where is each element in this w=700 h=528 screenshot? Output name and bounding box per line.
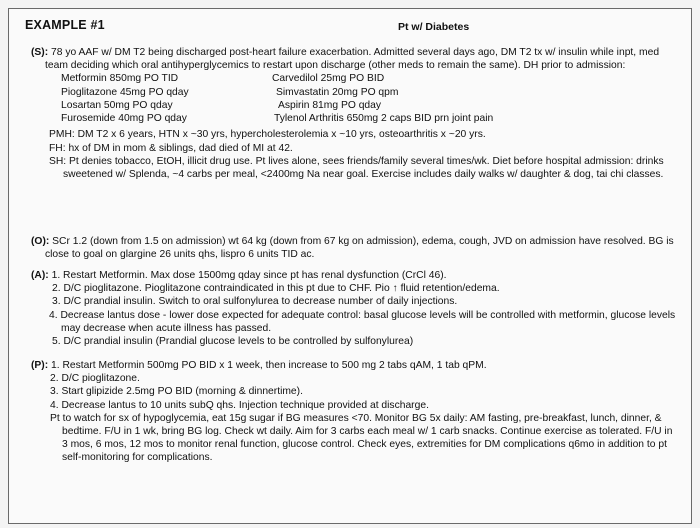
assessment-item: 2. D/C pioglitazone. Pioglitazone contraindicated in this pt due to CHF. Pio ↑ fluid retention/edema. [52,283,500,295]
document-subtitle: Pt w/ Diabetes [398,21,470,33]
subjective-paragraph [31,46,681,72]
assessment-item: 1. Restart Metformin. Max dose 1500mg qday since pt has renal dysfunction (CrCl 46). [51,270,447,281]
subjective-text: 78 yo AAF w/ DM T2 being discharged post-heart failure exacerbation. Admitted several days ago, DM T2 tx w/ insulin while inpt, med team deciding which oral antihyperglycemics to restart upon discharge (other meds to remain the same). DH prior to admission: [45,47,660,72]
history-block [31,128,681,181]
medication-item: Furosemide 40mg PO qday [61,113,187,125]
family-history: FH: hx of DM in mom & siblings, dad died of MI at 42. [49,142,293,154]
document-header [9,19,691,35]
subjective-section [31,46,681,181]
medication-item: Pioglitazone 45mg PO qday [61,86,189,98]
assessment-item: 3. D/C prandial insulin. Switch to oral sulfonylurea to decrease number of daily injections. [52,296,458,308]
objective-label: (O): [31,236,50,247]
medication-item: Losartan 50mg PO qday [61,99,173,111]
document-page [8,8,692,524]
plan-monitoring: Pt to watch for sx of hypoglycemia, eat 15g sugar if BG measures <70. Monitor BG 5x daily: AM fasting, pre-breakfast, lunch, dinner, & bedtime. F/U in 1 wk, bring BG log. Check wt daily. Aim for 3 carbs each meal w/ 1 carb snacks. Continue exercise as tolerated. F/U in 3 mos, 6 mos, 12 mos to monitor renal function, glucose control. Check eyes, extremities for DM complications q6mo in addition to pt self-monitoring for complications. [50,412,673,464]
medication-column-left [61,72,189,125]
assessment-first-line [31,269,681,282]
assessment-item: 5. D/C prandial insulin (Prandial glucose levels to be controlled by sulfonylurea) [52,336,414,348]
objective-text: SCr 1.2 (down from 1.5 on admission) wt 64 kg (down from 67 kg on admission), edema, cough, JVD on admission have resolved. BG is close to goal on glargine 26 units qhs, lispro 6 units TID ac. [45,236,674,261]
subjective-label: (S): [31,47,49,58]
objective-section [31,235,681,261]
document-title: EXAMPLE #1 [25,18,105,32]
plan-item: 3. Start glipizide 2.5mg PO BID (morning & dinnertime). [50,386,303,398]
assessment-item: 4. Decrease lantus dose - lower dose expected for adequate control: basal glucose levels will be controlled with metformin, glucose levels may decrease when acute illness has passed. [49,309,676,334]
plan-section [31,359,681,465]
medication-column-right [272,72,493,125]
assessment-section [31,269,681,348]
social-history: SH: Pt denies tobacco, EtOH, illicit drug use. Pt lives alone, sees friends/family several times/wk. Diet before hospital admission: drinks sweetened w/ Splenda, ~4 carbs per meal, <2400mg Na near goal. Exercise includes daily walks w/ daughter & dog, tai chi classes. [49,155,664,181]
objective-paragraph [31,235,681,261]
plan-item: 1. Restart Metformin 500mg PO BID x 1 week, then increase to 500 mg 2 tabs qAM, 1 tab qPM. [51,360,487,371]
medication-item: Aspirin 81mg PO qday [278,99,382,111]
medication-item: Tylenol Arthritis 650mg 2 caps BID prn joint pain [274,113,494,125]
assessment-label: (A): [31,270,49,281]
medication-item: Carvedilol 25mg PO BID [272,73,385,85]
plan-first-line [31,359,681,372]
plan-label: (P): [31,360,49,371]
plan-item: 2. D/C pioglitazone. [50,373,140,385]
medication-item: Simvastatin 20mg PO qpm [276,86,399,98]
medication-item: Metformin 850mg PO TID [61,73,179,85]
past-medical-history: PMH: DM T2 x 6 years, HTN x ~30 yrs, hypercholesterolemia x ~10 yrs, osteoarthritis x ~20 yrs. [49,129,486,141]
medication-list [42,72,681,126]
plan-item: 4. Decrease lantus to 10 units subQ qhs. Injection technique provided at discharge. [50,399,429,411]
